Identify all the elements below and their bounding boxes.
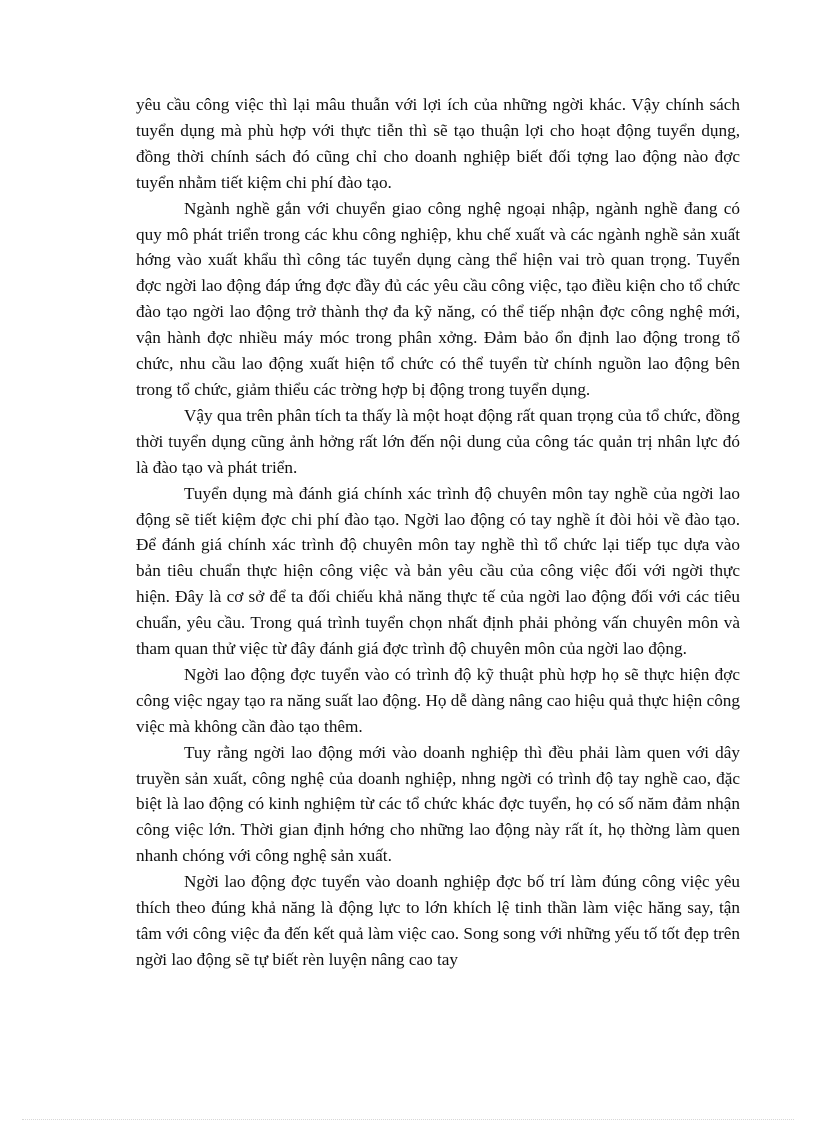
paragraph-5: Ngời lao động đợc tuyển vào có trình độ kỹ thuật phù hợp họ sẽ thực hiện đợc công việc ngay tạo ra năng suất lao động. Họ dễ dàng nâng cao hiệu quả thực hiện công việc mà không cần đào tạo thêm. (136, 664, 740, 736)
paragraph-7: Ngời lao động đợc tuyển vào doanh nghiệp đợc bố trí làm đúng công việc yêu thích theo đúng khả năng là động lực to lớn khích lệ tinh thần làm việc hăng say, tận tâm với công việc đa đến kết quả làm việc cao. Song song với những yếu tố tốt đẹp trên ngời lao động sẽ tự biết rèn luyện nâng cao tay (136, 872, 740, 969)
document-page (136, 92, 740, 973)
paragraph-3: Vậy qua trên phân tích ta thấy là một hoạt động rất quan trọng của tổ chức, đồng thời tuyển dụng cũng ảnh hởng rất lớn đến nội dung của công tác quản trị nhân lực đó là đào tạo và phát triển. (136, 405, 740, 477)
paragraph-6: Tuy rằng ngời lao động mới vào doanh nghiệp thì đều phải làm quen với dây truyền sản xuất, công nghệ của doanh nghiệp, nhng ngời có trình độ tay nghề cao, đặc biệt là lao động có kinh nghiệm từ các tổ chức khác đợc tuyển, họ có số năm đảm nhận công việc lớn. Thời gian định hớng cho những lao động này rất ít, họ thờng làm quen nhanh chóng với công nghệ sản xuất. (136, 742, 740, 866)
paragraph-4: Tuyển dụng mà đánh giá chính xác trình độ chuyên môn tay nghề của ngời lao động sẽ tiết kiệm đợc chi phí đào tạo. Ngời lao động có tay nghề ít đòi hỏi về đào tạo. Để đánh giá chính xác trình độ chuyên môn tay nghề thì tổ chức lại tiếp tục dựa vào bản tiêu chuẩn thực hiện công việc và bản yêu cầu của công việc đối với ngời thực hiện. Đây là cơ sở để ta đối chiếu khả năng thực tế của ngời lao động đối với các tiêu chuẩn, yêu cầu. Trong quá trình tuyển chọn nhất định phải phỏng vấn chuyên môn và tham quan thử việc từ đây đánh giá đợc trình độ chuyên môn của ngời lao động. (136, 483, 740, 659)
page-bottom-divider (22, 1119, 794, 1120)
paragraph-2: Ngành nghề gắn với chuyển giao công nghệ ngoại nhập, ngành nghề đang có quy mô phát triển trong các khu công nghiệp, khu chế xuất và các ngành nghề sản xuất hớng vào xuất khẩu thì công tác tuyển dụng càng thể hiện vai trò quan trọng. Tuyển đợc ngời lao động đáp ứng đợc đầy đủ các yêu cầu công việc, tạo điều kiện cho tổ chức đào tạo ngời lao động trở thành thợ đa kỹ năng, có thể tiếp nhận đợc công nghệ mới, vận hành đợc nhiều máy móc trong phân xởng. Đảm bảo ổn định lao động trong tổ chức, nhu cầu lao động xuất hiện tổ chức có thể tuyển từ chính nguồn lao động bên trong tổ chức, giảm thiểu các trờng hợp bị động trong tuyển dụng. (136, 198, 740, 399)
paragraph-1: yêu cầu công việc thì lại mâu thuẫn với lợi ích của những ngời khác. Vậy chính sách tuyển dụng mà phù hợp với thực tiễn thì sẽ tạo thuận lợi cho hoạt động tuyển dụng, đồng thời chính sách đó cũng chỉ cho doanh nghiệp biết đối tợng lao động nào đợc tuyển nhằm tiết kiệm chi phí đào tạo. (136, 95, 740, 192)
